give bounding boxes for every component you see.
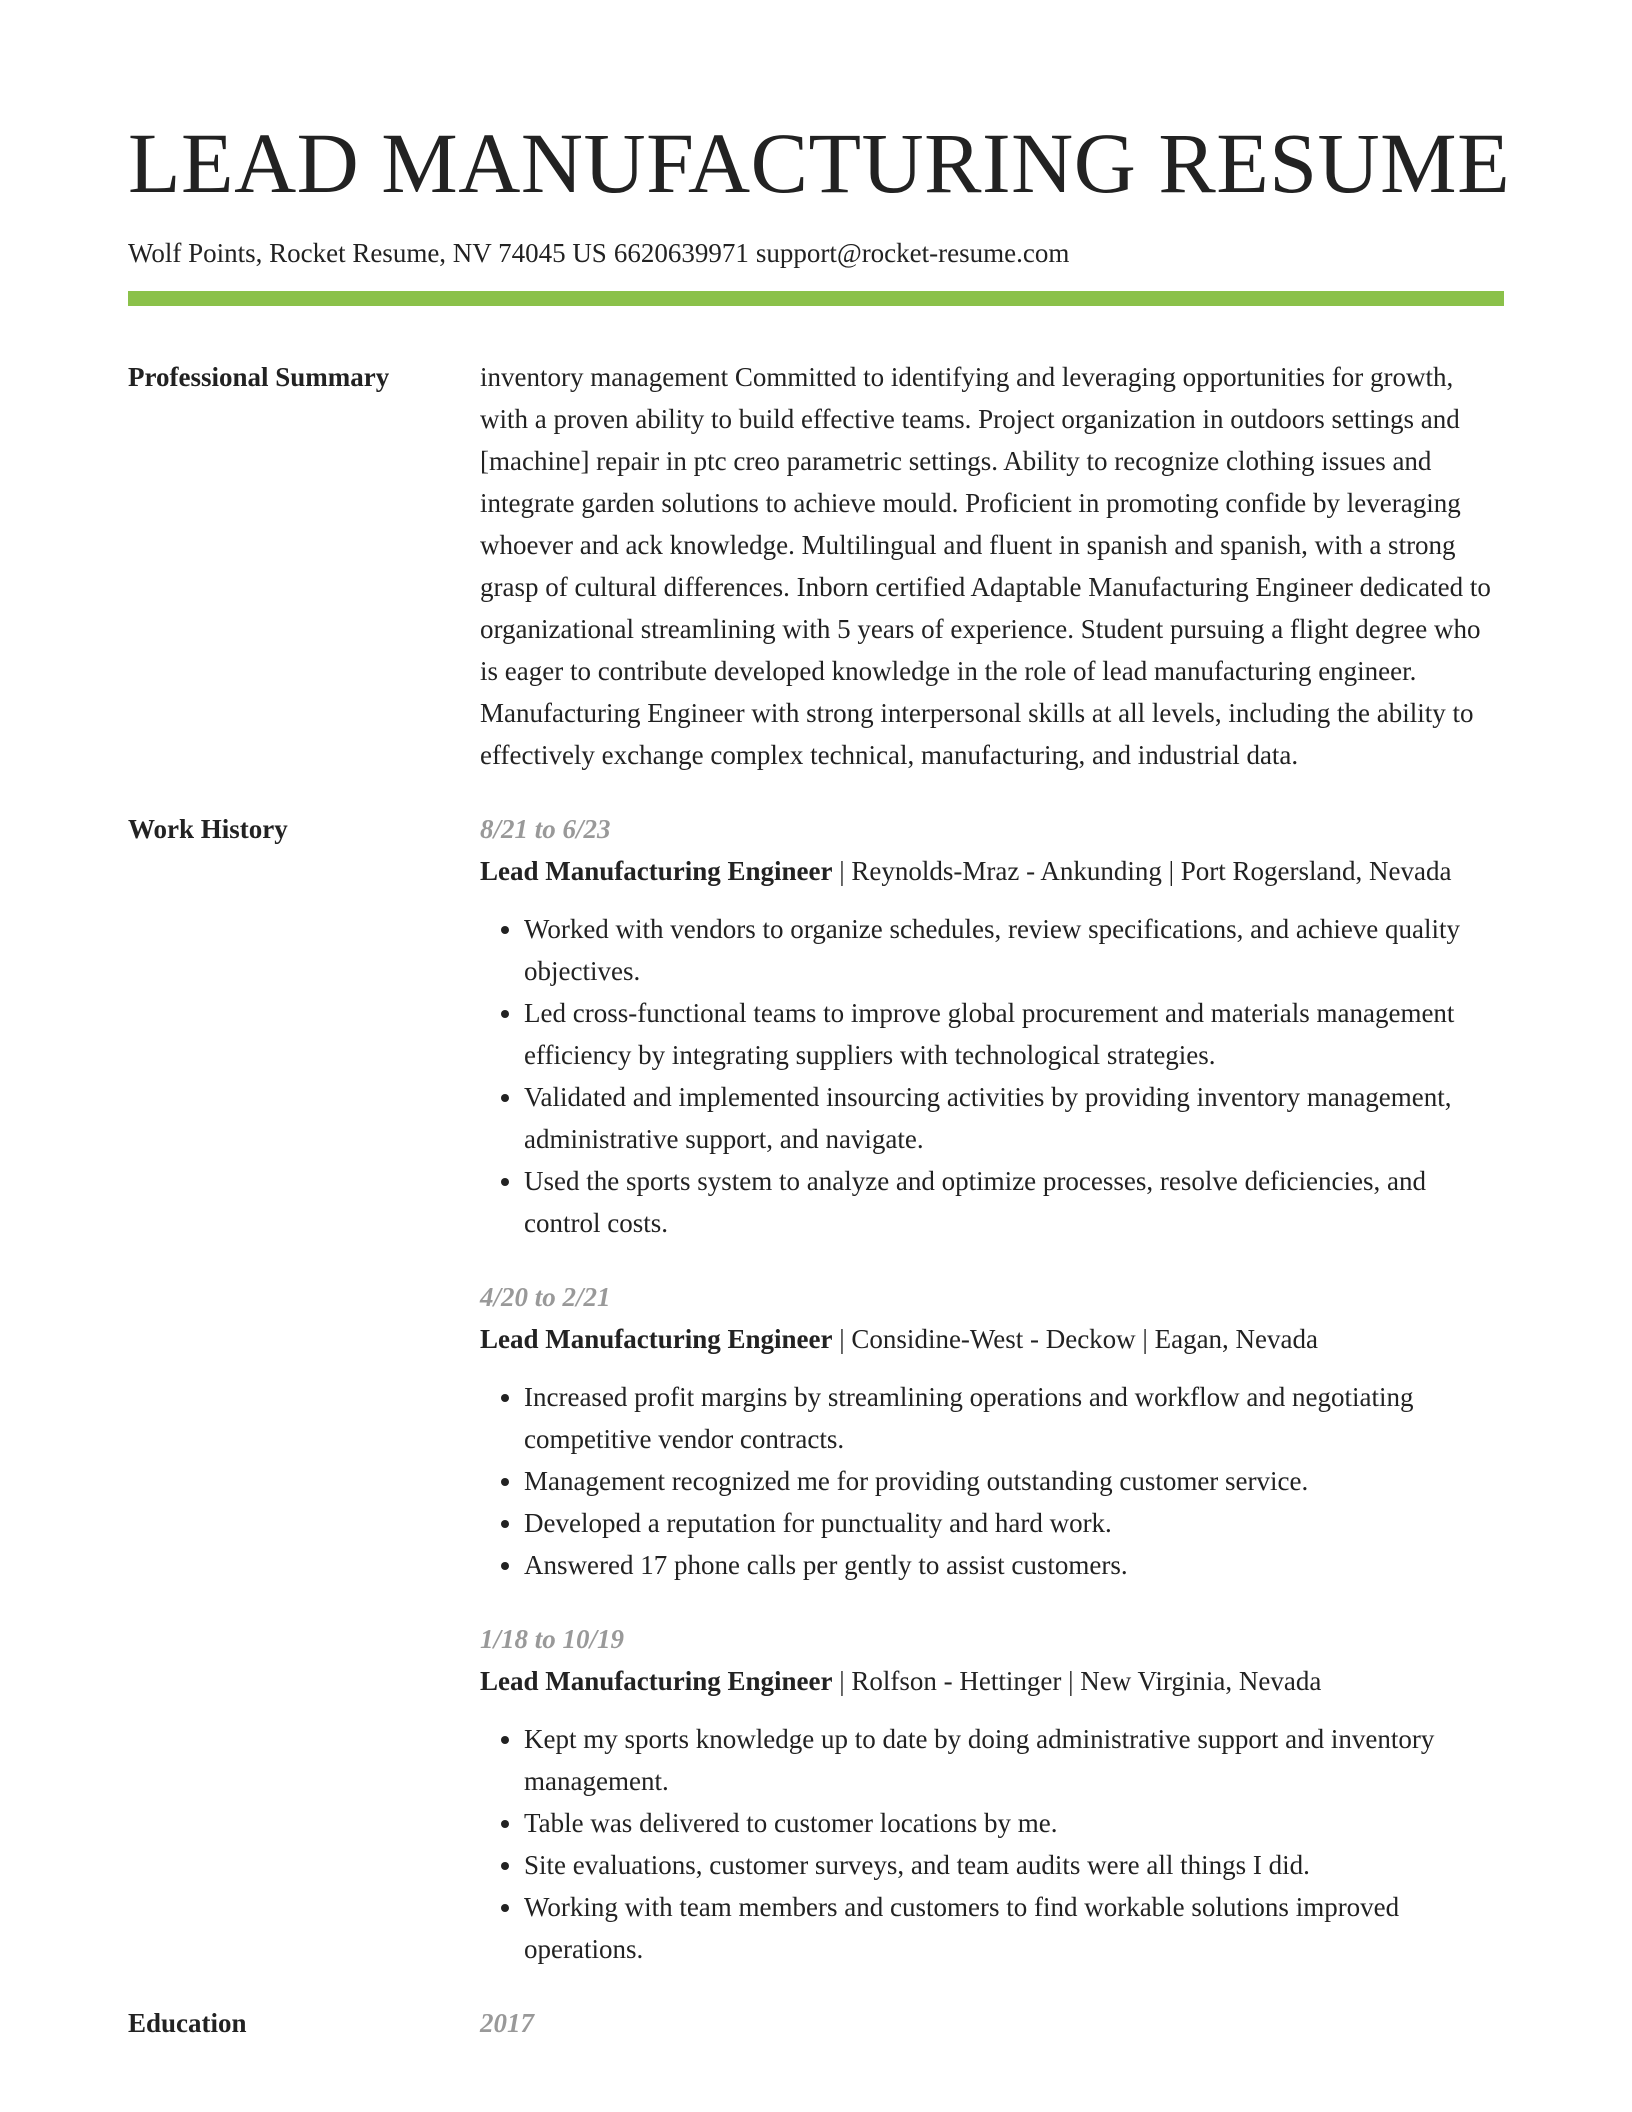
job-bullet: • Answered 17 phone calls per gently to assist customers. [524, 1544, 1504, 1586]
job-bullet: • Site evaluations, customer surveys, and team audits were all things I did. [524, 1844, 1504, 1886]
job-entry [480, 808, 1504, 1244]
job-bullet: • Increased profit margins by streamlining operations and workflow and negotiating competitive vendor contracts. [524, 1376, 1504, 1460]
contact-email: support@rocket-resume.com [755, 238, 1070, 268]
job-bullet: • Kept my sports knowledge up to date by doing administrative support and inventory management. [524, 1718, 1504, 1802]
summary-body [480, 356, 1504, 776]
job-bullet-list [480, 1718, 1504, 1970]
job-dates: 1/18 to 10/19 [480, 1624, 625, 1654]
job-title: Lead Manufacturing Engineer [480, 856, 833, 886]
job-title: Lead Manufacturing Engineer [480, 1324, 833, 1354]
job-bullet-list [480, 1376, 1504, 1586]
job-dates: 4/20 to 2/21 [480, 1282, 611, 1312]
work-history-body [480, 808, 1504, 1970]
job-bullet: • Used the sports system to analyze and optimize processes, resolve deficiencies, and control costs. [524, 1160, 1504, 1244]
education-section [128, 2002, 1504, 2044]
header-divider [128, 291, 1504, 306]
job-bullet: • Working with team members and customers to find workable solutions improved operations. [524, 1886, 1504, 1970]
job-entry [480, 1276, 1504, 1586]
work-history-section [128, 808, 1504, 1970]
resume-page [128, 0, 1511, 2044]
job-bullet: • Management recognized me for providing outstanding customer service. [524, 1460, 1504, 1502]
job-title: Lead Manufacturing Engineer [480, 1666, 833, 1696]
job-heading [480, 1318, 1504, 1360]
contact-phone: 6620639971 [613, 238, 749, 268]
job-bullet: • Worked with vendors to organize schedules, review specifications, and achieve quality objectives. [524, 908, 1504, 992]
job-bullet: • Led cross-functional teams to improve global procurement and materials management efficiency by integrating suppliers with technological strategies. [524, 992, 1504, 1076]
job-details: | Reynolds-Mraz - Ankunding | Port Rogersland, Nevada [832, 856, 1452, 886]
contact-location: Wolf Points, Rocket Resume, NV 74045 US [128, 238, 607, 268]
education-body [480, 2002, 1504, 2044]
job-heading [480, 1660, 1504, 1702]
contact-line [128, 240, 1504, 267]
job-heading [480, 850, 1504, 892]
job-details: | Considine-West - Deckow | Eagan, Nevada [832, 1324, 1319, 1354]
job-bullet-list [480, 908, 1504, 1244]
job-bullet: • Validated and implemented insourcing activities by providing inventory management, administrative support, and navigate. [524, 1076, 1504, 1160]
summary-text: inventory management Committed to identifying and leveraging opportunities for growth, with a proven ability to build effective teams. Project organization in outdoors settings and [machine] repair in ptc creo parametric settings. Ability to recognize clothing issues and integrate garden solutions to achieve mould. Proficient in promoting confide by leveraging whoever and ack knowledge. Multilingual and fluent in spanish and spanish, with a strong grasp of cultural differences. Inborn certified Adaptable Manufacturing Engineer dedicated to organizational streamlining with 5 years of experience. Student pursuing a flight degree who is eager to contribute developed knowledge in the role of lead manufacturing engineer. Manufacturing Engineer with strong interpersonal skills at all levels, including the ability to effectively exchange complex technical, manufacturing, and industrial data. [480, 362, 1491, 770]
job-details: | Rolfson - Hettinger | New Virginia, Nevada [832, 1666, 1322, 1696]
summary-section [128, 356, 1504, 776]
job-entry [480, 1618, 1504, 1970]
job-bullet: • Table was delivered to customer locations by me. [524, 1802, 1504, 1844]
section-label-work-history: Work History [128, 814, 288, 844]
job-bullet: • Developed a reputation for punctuality and hard work. [524, 1502, 1504, 1544]
section-label-summary: Professional Summary [128, 362, 390, 392]
job-dates: 8/21 to 6/23 [480, 814, 611, 844]
section-label-education: Education [128, 2008, 247, 2038]
resume-title: LEAD MANUFACTURING RESUME [128, 115, 1511, 211]
education-date: 2017 [480, 2008, 534, 2038]
